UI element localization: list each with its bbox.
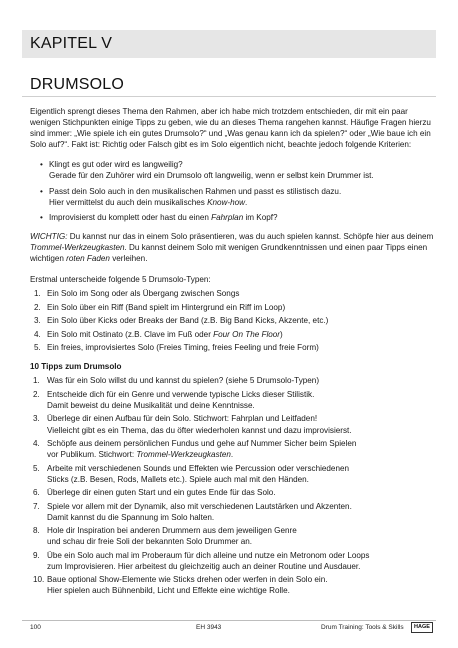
item-number: 10.	[33, 575, 45, 585]
criteria-emphasis: Know-how	[207, 197, 245, 207]
item-number: 1.	[34, 289, 41, 299]
criteria-line-end: .	[245, 197, 248, 207]
item-number: 1.	[33, 376, 40, 386]
page-number: 100	[30, 624, 41, 631]
note-emphasis: Trommel-Werkzeugkasten	[30, 242, 125, 252]
item-text: Ein freies, improvisiertes Solo (Freies Timing, freies Feeling und freie Form)	[47, 343, 319, 353]
tip-item	[30, 463, 434, 485]
tip-line: Was für ein Solo willst du und kannst du spielen? (siehe 5 Drumsolo-Typen)	[47, 376, 320, 386]
item-text: Ein Solo über ein Riff (Band spielt im Hintergrund ein Riff im Loop)	[47, 302, 286, 312]
bullet-icon: •	[40, 212, 43, 222]
tips-heading: 10 Tipps zum Drumsolo	[30, 362, 122, 372]
item-number: 6.	[33, 488, 40, 498]
tip-item	[30, 487, 434, 498]
tip-emphasis: Trommel-Werkzeugkasten	[136, 450, 231, 460]
tip-item	[30, 438, 434, 460]
list-item	[30, 288, 434, 299]
criteria-item	[40, 159, 434, 181]
solo-types-list	[30, 288, 434, 353]
item-number: 5.	[34, 343, 41, 353]
item-number: 5.	[33, 463, 40, 473]
bullet-icon: •	[40, 186, 43, 196]
list-item	[30, 329, 434, 340]
tip-line: und schau dir freie Soli der bekannten Solo Drummer an.	[47, 537, 253, 547]
criteria-line: Passt dein Solo auch in den musikalischen Rahmen und passt es stilistisch dazu.	[49, 186, 342, 196]
book-title: Drum Training: Tools & Skills	[321, 624, 404, 631]
item-number: 2.	[33, 389, 40, 399]
tip-line: Hier spielen auch Bühnenbild, Licht und Effekte eine wichtige Rolle.	[47, 586, 290, 596]
note-text: . Du kannst deinem Solo mit wenigen Grundkenntnissen und einen paar Tipps einen wichtigen	[30, 242, 428, 264]
note-text: Du kannst nur das in einem Solo präsentieren, was du auch spielen kannst. Schöpfe hier aus deinem	[67, 231, 434, 241]
criteria-item	[40, 212, 434, 223]
list-item	[30, 302, 434, 313]
tip-line: Damit kannst du die Spannung im Solo halten.	[47, 512, 215, 522]
item-number: 7.	[33, 501, 40, 511]
item-number: 4.	[33, 438, 40, 448]
tip-item	[30, 525, 434, 547]
criteria-line-end: im Kopf?	[243, 212, 278, 222]
tips-list	[30, 375, 434, 596]
item-number: 2.	[34, 302, 41, 312]
list-item	[30, 315, 434, 326]
tip-line: Sticks (z.B. Besen, Rods, Mallets etc.). Spiele auch mal mit den Händen.	[47, 474, 309, 484]
bullet-icon: •	[40, 160, 43, 170]
title-divider	[22, 96, 436, 97]
tip-item	[30, 550, 434, 572]
tip-line: zum Improvisieren. Hier arbeitest du gleichzeitig auch an deiner Routine und Ausdauer.	[47, 561, 361, 571]
list-item	[30, 342, 434, 353]
item-text: Ein Solo mit Ostinato (z.B. Clave im Fuß oder	[47, 329, 214, 339]
tip-line: Hole dir Inspiration bei anderen Drummern aus dem jeweiligen Genre	[47, 526, 297, 536]
item-number: 3.	[34, 316, 41, 326]
criteria-line: Gerade für den Zuhörer wird ein Drumsolo oft langweilig, wenn er selbst kein Drummer ist.	[49, 171, 374, 181]
tip-line: Überlege dir einen guten Start und ein gutes Ende für das Solo.	[47, 488, 276, 498]
edition-code: EH 3943	[196, 624, 222, 631]
footer-divider	[22, 620, 436, 621]
note-text: verleihen.	[109, 254, 148, 264]
tip-item	[30, 413, 434, 435]
types-intro: Erstmal unterscheide folgende 5 Drumsolo-Typen:	[30, 275, 211, 285]
important-label: WICHTIG:	[30, 231, 68, 241]
publisher-logo: HAGE	[411, 622, 433, 633]
item-number: 3.	[33, 414, 40, 424]
important-note	[30, 231, 434, 264]
tip-line: Spiele vor allem mit der Dynamik, also mit verschiedenen Lautstärken und Akzenten.	[47, 501, 352, 511]
criteria-item	[40, 186, 434, 208]
tip-line: vor Publikum. Stichwort:	[47, 450, 137, 460]
criteria-line: Hier vermittelst du auch dein musikalisches	[49, 197, 208, 207]
item-text-end: )	[280, 329, 283, 339]
tip-item	[30, 375, 434, 386]
tip-item	[30, 501, 434, 523]
tip-line: Schöpfe aus deinem persönlichen Fundus und gehe auf Nummer Sicher beim Spielen	[47, 438, 357, 448]
item-number: 4.	[34, 329, 41, 339]
tip-item	[30, 574, 434, 596]
criteria-line: Klingt es gut oder wird es langweilig?	[49, 160, 183, 170]
chapter-header: KAPITEL V	[22, 30, 436, 58]
criteria-emphasis: Fahrplan	[211, 212, 244, 222]
item-number: 9.	[33, 550, 40, 560]
criteria-list	[40, 159, 434, 222]
tip-line: Übe ein Solo auch mal im Proberaum für dich alleine und nutze ein Metronom oder Loops	[47, 550, 370, 560]
tip-line: Entscheide dich für ein Genre und verwende typische Licks dieser Stilistik.	[47, 389, 315, 399]
criteria-line: Improvisierst du komplett oder hast du einen	[49, 212, 212, 222]
item-emphasis: Four On The Floor	[213, 329, 281, 339]
tip-line: Überlege dir einen Aufbau für dein Solo. Stichwort: Fahrplan und Leitfaden!	[47, 414, 318, 424]
tip-line: Arbeite mit verschiedenen Sounds und Effekten wie Percussion oder verschiedenen	[47, 463, 350, 473]
tip-line: Vielleicht gibt es ein Thema, das du öfter wiederholen kannst und dazu improvisierst.	[47, 425, 352, 435]
item-number: 8.	[33, 526, 40, 536]
item-text: Ein Solo über Kicks oder Breaks der Band (z.B. Big Band Kicks, Akzente, etc.)	[47, 316, 329, 326]
item-text: Ein Solo im Song oder als Übergang zwischen Songs	[47, 289, 240, 299]
section-title: DRUMSOLO	[30, 76, 125, 93]
tip-line: Baue optional Show-Elemente wie Sticks drehen oder werfen in dein Solo ein.	[47, 575, 328, 585]
tip-line: Damit beweist du deine Musikalität und deine Kenntnisse.	[47, 400, 255, 410]
main-content	[30, 106, 434, 605]
intro-paragraph: Eigentlich sprengt dieses Thema den Rahmen, aber ich habe mich trotzdem entschieden, dir mit ein paar wenigen Stichpunkten einige Tipps zu geben, wie du an dieses Thema rangehen kannst. Häufige Fragen hierzu sind immer: „Wie spiele ich ein gutes Drumsolo?“ und „Was genau kann ich da spielen?“ oder „Wie baue ich ein Solo auf?“. Fakt ist: Richtig oder Falsch gibt es im Solo eigentlich nicht, beachte jedoch folgende Kriterien:	[30, 107, 431, 150]
tip-item	[30, 389, 434, 411]
tip-line-end: .	[230, 450, 234, 460]
note-emphasis: roten Faden	[66, 254, 110, 264]
